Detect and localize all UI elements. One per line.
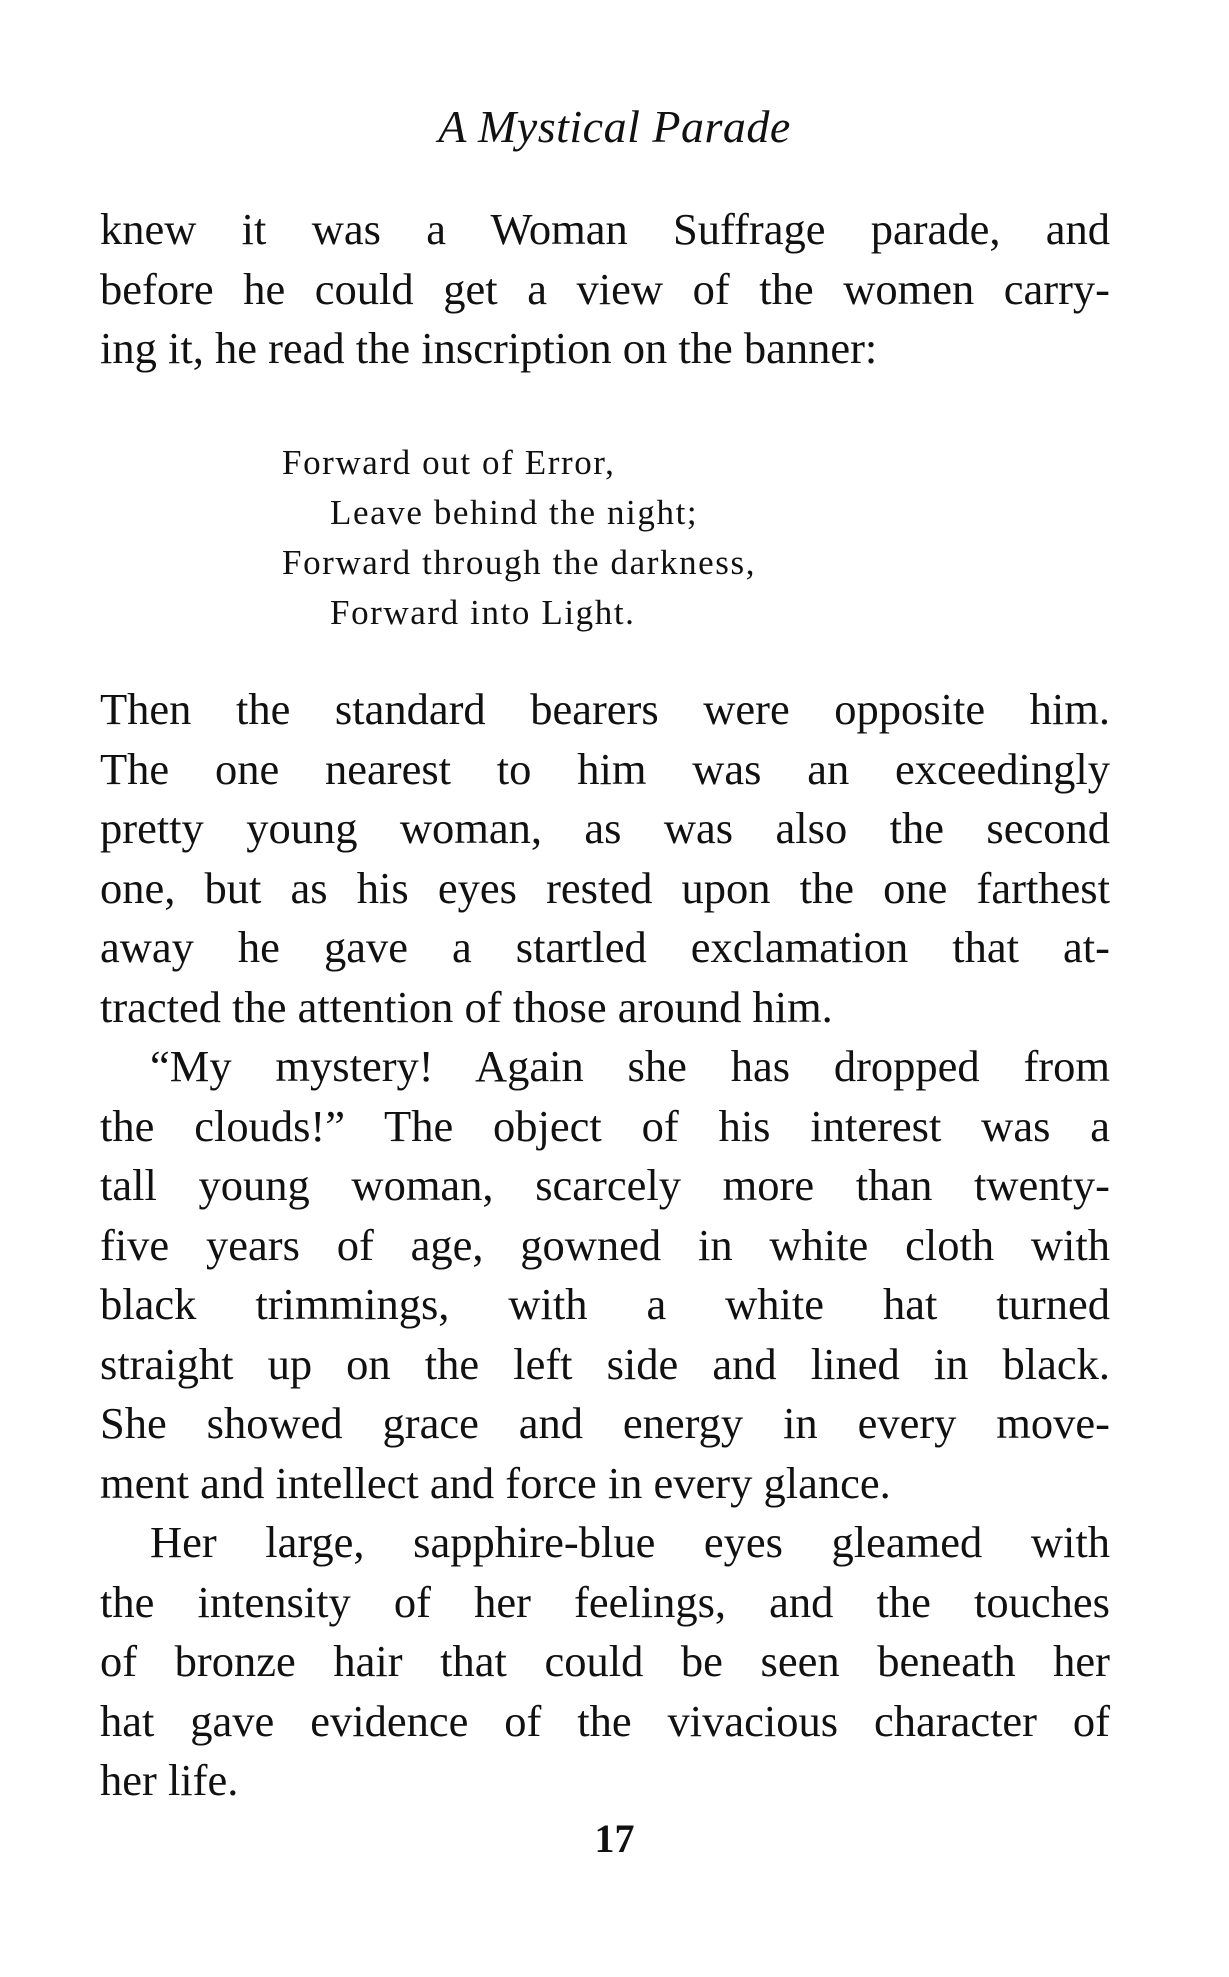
running-title: A Mystical Parade — [438, 101, 791, 152]
text-line: of bronze hair that could be seen beneath her — [100, 1636, 1110, 1686]
main-text — [100, 680, 1110, 1811]
verse-line: Leave behind the night; — [330, 493, 699, 532]
text-line: ment and intellect and force in every glance. — [100, 1457, 891, 1508]
page-number: 17 — [594, 1816, 635, 1861]
verse-line: Forward through the darkness, — [282, 543, 757, 582]
text-line: knew it was a Woman Suffrage parade, and — [100, 204, 1110, 254]
text-line: Her large, sapphire-blue eyes gleamed with — [150, 1517, 1110, 1567]
opening-paragraph — [100, 200, 1110, 379]
text-line: before he could get a view of the women carry- — [100, 263, 1110, 314]
text-line: one, but as his eyes rested upon the one farthest — [100, 862, 1110, 913]
text-line: ing it, he read the inscription on the banner: — [100, 323, 878, 373]
text-line: The one nearest to him was an exceedingly — [100, 743, 1110, 794]
text-line: She showed grace and energy in every move- — [100, 1398, 1110, 1448]
text-line: black trimmings, with a white hat turned — [100, 1279, 1110, 1329]
text-line: “My mystery! Again she has dropped from — [150, 1041, 1110, 1091]
text-line: straight up on the left side and lined in black. — [100, 1338, 1110, 1389]
verse-line: Forward into Light. — [330, 593, 636, 632]
text-line: away he gave a startled exclamation that at- — [100, 922, 1110, 972]
text-line: hat gave evidence of the vivacious character of — [100, 1695, 1110, 1746]
text-line: her life. — [100, 1755, 239, 1805]
text-line: tracted the attention of those around him. — [100, 981, 833, 1032]
text-line: the intensity of her feelings, and the touches — [100, 1576, 1110, 1627]
verse-line: Forward out of Error, — [282, 443, 616, 482]
text-line: pretty young woman, as was also the second — [100, 803, 1110, 853]
banner-verse — [282, 438, 756, 638]
text-line: five years of age, gowned in white cloth with — [100, 1219, 1110, 1270]
text-line: the clouds!” The object of his interest was a — [100, 1100, 1110, 1151]
text-line: tall young woman, scarcely more than twenty- — [100, 1160, 1110, 1210]
text-line: Then the standard bearers were opposite him. — [100, 684, 1110, 734]
